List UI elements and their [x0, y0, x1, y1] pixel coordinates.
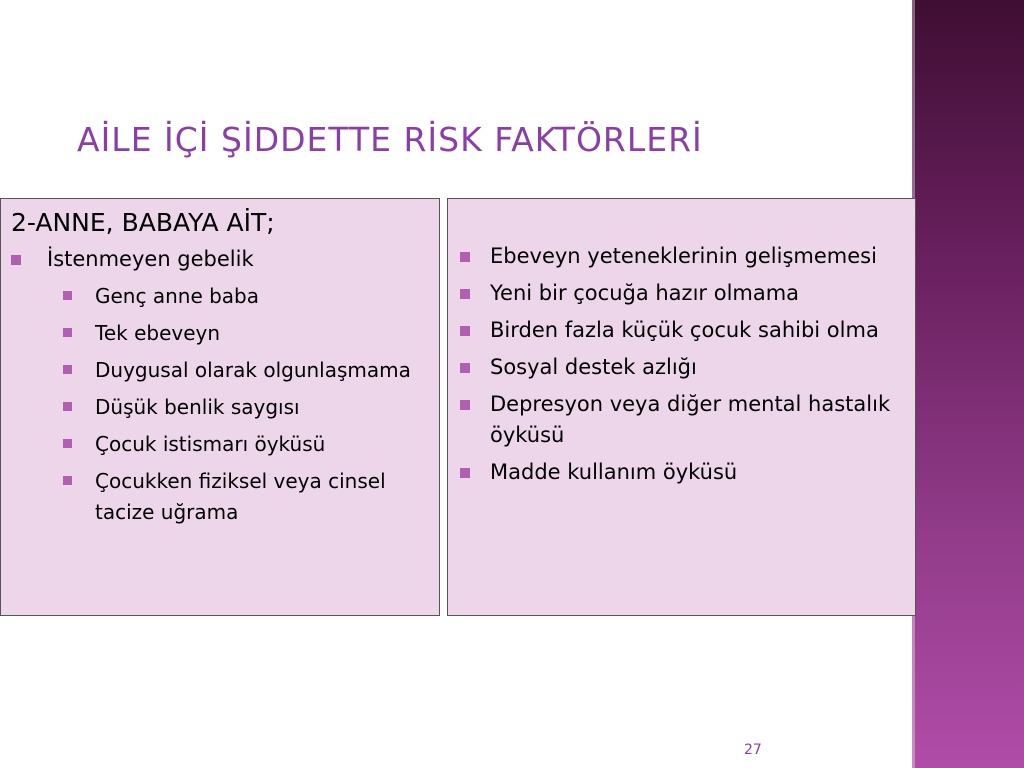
list-item	[47, 281, 429, 312]
square-bullet-icon	[63, 328, 72, 337]
list-item	[47, 355, 429, 386]
square-bullet-icon	[460, 363, 470, 373]
list-item	[47, 466, 429, 528]
slide-title: AİLE İÇİ ŞİDDETTE RİSK FAKTÖRLERİ	[77, 120, 703, 159]
list-item	[11, 244, 429, 528]
square-bullet-icon	[63, 476, 72, 485]
list-item	[460, 241, 903, 272]
list-item	[47, 318, 429, 349]
list-item-text: Genç anne baba	[95, 284, 260, 309]
sub-bullet-list	[47, 281, 429, 528]
square-bullet-icon	[460, 252, 470, 262]
list-item	[460, 457, 903, 488]
decorative-side-strip	[912, 0, 1024, 768]
square-bullet-icon	[460, 289, 470, 299]
list-item-text: Duygusal olarak olgunlaşmama	[95, 358, 411, 383]
list-item-text: Ebeveyn yeteneklerinin gelişmemesi	[490, 244, 877, 268]
right-bullet-list	[460, 241, 903, 488]
list-item-text: Çocukken fiziksel veya cinsel tacize uğrama	[95, 469, 386, 525]
right-content-box	[447, 198, 916, 616]
square-bullet-icon	[460, 400, 470, 410]
square-bullet-icon	[63, 365, 72, 374]
list-item-text: Depresyon veya diğer mental hastalık öyküsü	[490, 392, 891, 447]
list-item	[460, 389, 903, 451]
list-item	[460, 315, 903, 346]
list-item-text: Madde kullanım öyküsü	[490, 460, 738, 484]
list-item-text: Yeni bir çocuğa hazır olmama	[490, 281, 800, 305]
square-bullet-icon	[63, 402, 72, 411]
square-bullet-icon	[460, 326, 470, 336]
left-box-heading: 2-ANNE, BABAYA AİT;	[11, 208, 275, 237]
left-content-box	[0, 198, 440, 616]
square-bullet-icon	[63, 291, 72, 300]
list-item	[460, 352, 903, 383]
square-bullet-icon	[63, 439, 72, 448]
list-item	[47, 429, 429, 460]
list-item-text: Düşük benlik saygısı	[95, 395, 300, 420]
list-item-text: Çocuk istismarı öyküsü	[95, 432, 326, 457]
square-bullet-icon	[11, 255, 21, 265]
list-item-text: Tek ebeveyn	[95, 321, 221, 346]
list-item-text: Sosyal destek azlığı	[490, 355, 697, 379]
list-item-text: Birden fazla küçük çocuk sahibi olma	[490, 318, 879, 342]
list-item	[47, 392, 429, 423]
list-item-text: İstenmeyen gebelik	[47, 247, 254, 272]
left-bullet-list	[11, 244, 429, 528]
page-number: 27	[744, 742, 762, 758]
list-item	[460, 278, 903, 309]
square-bullet-icon	[460, 468, 470, 478]
